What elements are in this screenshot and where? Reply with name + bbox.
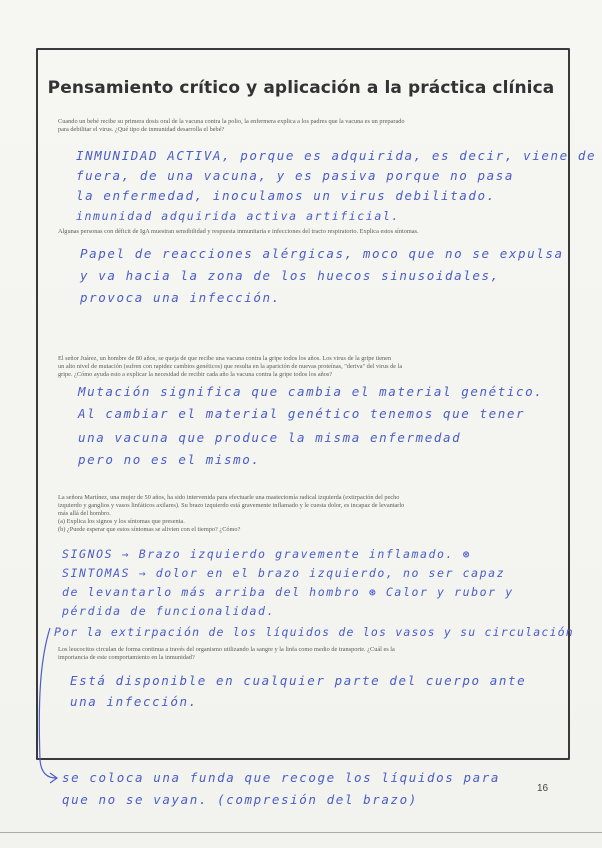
answer-line: inmunidad adquirida activa artificial. [76,209,400,223]
question-line: importancia de este comportamiento en la inmunidad? [58,654,195,661]
question-line: gripe. ¿Cómo ayuda esto a explicar la necesidad de recibir cada año la vacuna contra la gripe todos los años? [58,371,333,378]
answer-line: Papel de reacciones alérgicas, moco que no se expulsa [80,246,564,261]
bottom-rule [0,832,602,833]
answer-line: pero no es el mismo. [78,452,261,467]
question-line: Cuando un bebé recibe su primera dosis oral de la vacuna contra la polio, la enfermera explica a los padres que la vacuna es un preparado [58,118,405,125]
question-line: Los leucocitos circulan de forma continua a través del organismo utilizando la sangre y la linfa como medio de transporte. ¿Cuál es la [58,646,395,653]
question-line: (a) Explica los signos y los síntomas que presenta. [58,518,185,525]
answer-line: provoca una infección. [80,290,281,305]
question-line: El señor Juárez, un hombre de 80 años, se queja de que recibe una vacuna contra la gripe todos los años. Los virus de la gripe tienen [58,355,392,362]
answer-line: una vacuna que produce la misma enfermedad [78,430,462,445]
answer-line: SINTOMAS → dolor en el brazo izquierdo, no ser capaz [62,566,506,580]
question-line: un alto nivel de mutación (sufren con rapidez cambios genéticos) que resulta en la aparición de nuevas proteínas, "deriva" del virus de la [58,363,403,370]
question-line: izquierdo y ganglios y vasos linfáticos axilares). Su brazo izquierdo está gravemente inflamado y le cuesta dolor, es incapaz de levantarlo [58,502,405,509]
footnote-line: se coloca una funda que recoge los líquidos para [62,770,501,785]
answer-line: fuera, de una vacuna, y es pasiva porque no pasa [76,168,515,183]
question-line: para debilitar el virus. ¿Qué tipo de inmunidad desarrolla el bebé? [58,126,225,133]
answer-line: Al cambiar el material genético tenemos que tener [78,406,526,421]
answer-line: de levantarlo más arriba del hombro ⊛ Calor y rubor y [62,585,514,599]
answer-line: pérdida de funcionalidad. [62,604,276,618]
footnote-line: que no se vayan. (compresión del brazo) [62,792,418,807]
page-title: Pensamiento crítico y aplicación a la práctica clínica [47,78,555,98]
answer-line: Por la extirpación de los líquidos de los vasos y su circulación [54,625,574,639]
answer-line: Mutación significa que cambia el material genético. [78,384,544,399]
answer-line: Está disponible en cualquier parte del cuerpo ante [70,673,527,688]
answer-line: INMUNIDAD ACTIVA, porque es adquirida, es decir, viene de [76,148,597,163]
question-line: más allá del hombro. [58,510,111,517]
question-line: La señora Martínez, una mujer de 50 años, ha sido intervenida para efectuarle una mastectomía radical izquierda (extirpación del pecho [58,494,400,501]
answer-line: SIGNOS → Brazo izquierdo gravemente inflamado. ⊛ [62,547,472,561]
question-line: (b) ¿Puede esperar que estos síntomas se alivien con el tiempo? ¿Cómo? [58,526,241,533]
question-line: Algunas personas con déficit de IgA muestran sensibilidad y respuesta inmunitaria e infecciones del tracto respiratorio. Explica estos síntomas. [58,228,419,235]
answer-line: y va hacia la zona de los huecos sinusoidales, [80,268,500,283]
answer-line: una infección. [70,694,198,709]
page-number: 16 [537,783,549,794]
answer-line: la enfermedad, inoculamos un virus debilitado. [76,188,496,203]
